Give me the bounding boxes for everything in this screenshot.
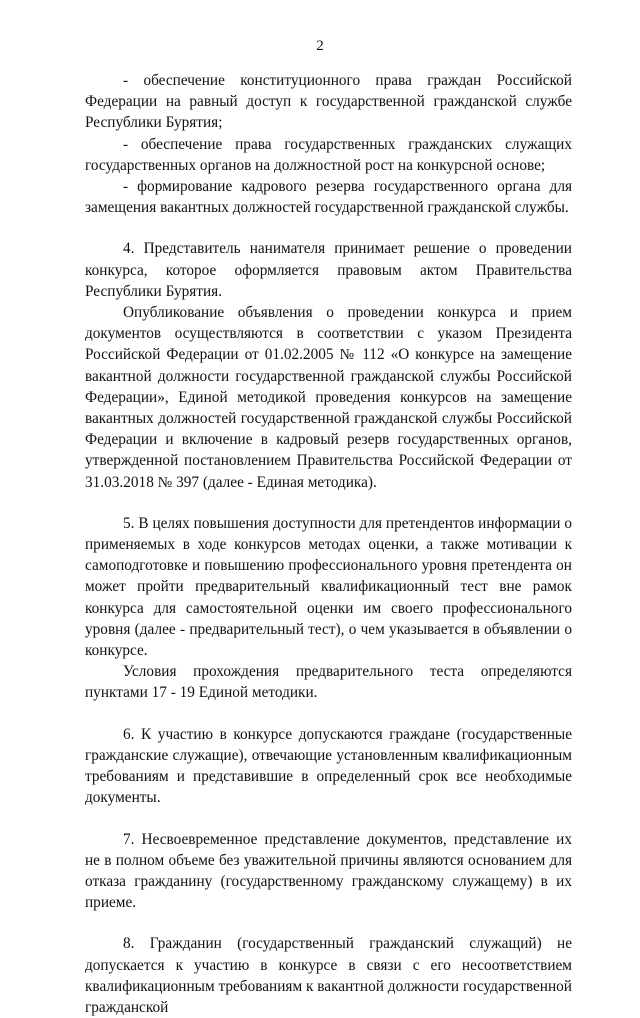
clause-6: 6. К участию в конкурсе допускаются граждане (государственные гражданские служащие), отвечающие установленным квалификационным требованиям и представившие в определенный срок все необходимые документы. bbox=[85, 725, 572, 807]
clause-5-conditions: Условия прохождения предварительного теста определяются пунктами 17 - 19 Единой методики. bbox=[85, 663, 572, 702]
clause-7: 7. Несвоевременное представление документов, представление их не в полном объеме без уважительной причины являются основанием для отказа гражданину (государственному гражданскому служащему) в их приеме. bbox=[85, 830, 572, 912]
document-body bbox=[85, 70, 572, 1018]
clause-4: 4. Представитель нанимателя принимает решение о проведении конкурса, которое оформляется правовым актом Правительства Республики Бурятия. bbox=[85, 240, 572, 300]
clause-5: 5. В целях повышения доступности для претендентов информации о применяемых в ходе конкурсов методах оценки, а также мотивации к самоподготовке и повышению профессионального уровня претендента он может пройти предварительный квалификационный тест вне рамок конкурса для самостоятельной оценки им своего профессионального уровня (далее - предварительный тест), о чем указывается в объявлении о конкурсе. bbox=[85, 514, 572, 660]
list-item-career-growth: - обеспечение права государственных гражданских служащих государственных органов на должностной рост на конкурсной основе; bbox=[85, 135, 572, 174]
list-item-constitutional-right: - обеспечение конституционного права граждан Российской Федерации на равный доступ к государственной гражданской службе Республики Бурятия; bbox=[85, 72, 572, 132]
clause-4-publication: Опубликование объявления о проведении конкурса и прием документов осуществляются в соответствии с указом Президента Российской Федерации от 01.02.2005 № 112 «О конкурсе на замещение вакантной должности государственной гражданской службы Российской Федерации», Единой методикой проведения конкурсов на замещение вакантных должностей государственной гражданской службы Российской Федерации и включение в кадровый резерв государственных органов, утвержденной постановлением Правительства Российской Федерации от 31.03.2018 № 397 (далее - Единая методика). bbox=[85, 304, 572, 491]
clause-8: 8. Гражданин (государственный гражданский служащий) не допускается к участию в конкурсе в связи с его несоответствием квалификационным требованиям к вакантной должности государственной гражданской bbox=[85, 935, 572, 1016]
page-number: 2 bbox=[316, 38, 324, 54]
list-item-personnel-reserve: - формирование кадрового резерва государственного органа для замещения вакантных должностей государственной гражданской службы. bbox=[85, 178, 572, 217]
